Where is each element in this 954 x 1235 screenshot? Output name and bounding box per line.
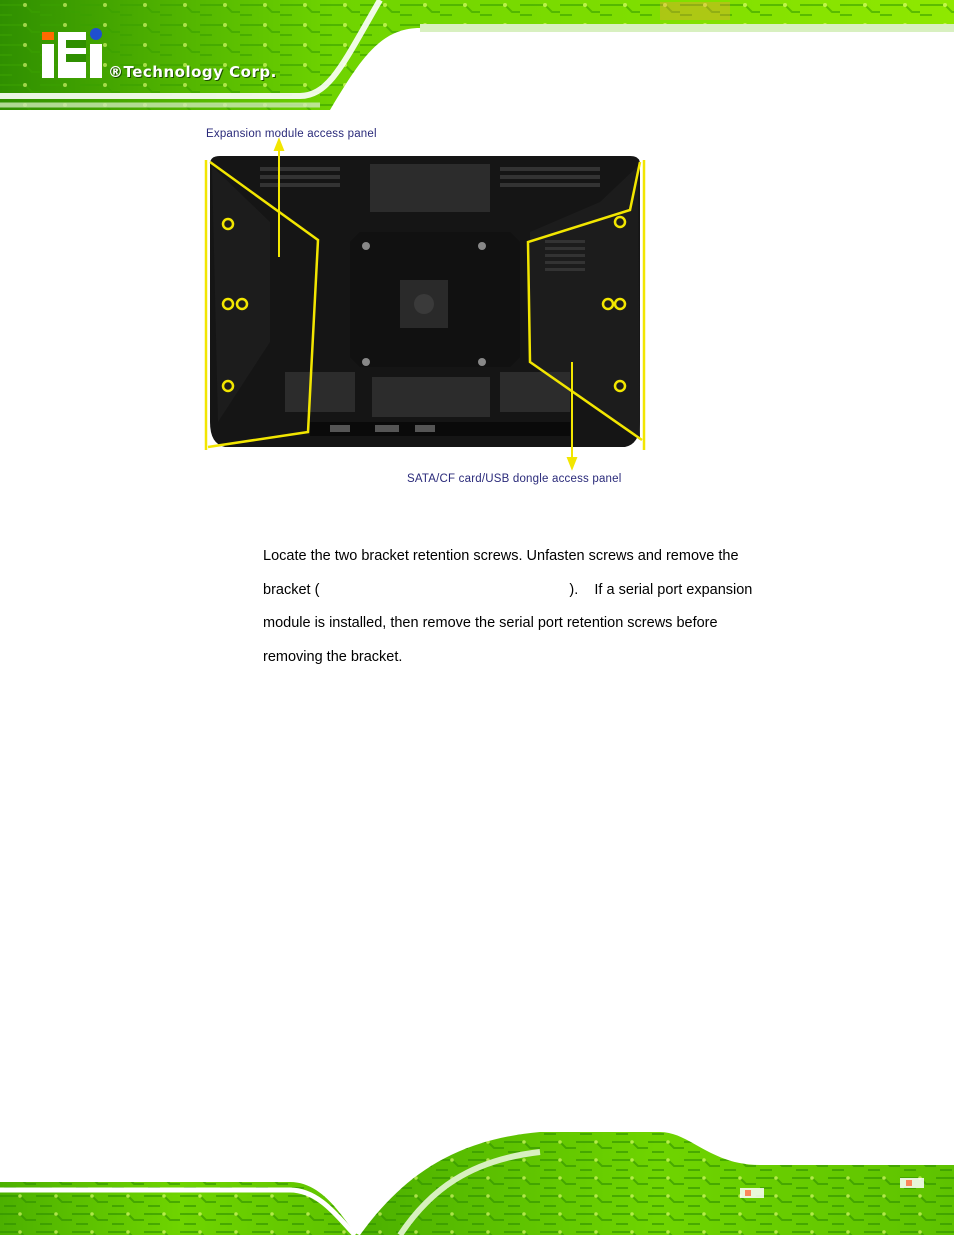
instruction-line-1: Locate the two bracket retention screws. Unfasten screws and remove the [263,548,739,564]
instruction-line-4: removing the bracket. [263,648,403,665]
instruction-line-3: module is installed, then remove the serial port retention screws before [263,615,718,631]
company-name: ®Technology Corp. [108,63,277,81]
footer-circuit-banner [0,1120,954,1235]
instruction-line-2b: ). If a serial port expansion [569,581,753,598]
iei-logo-mark-icon [36,26,116,86]
expansion-module-label: Expansion module access panel [206,128,377,140]
sata-cf-usb-label: SATA/CF card/USB dongle access panel [407,473,622,485]
instruction-paragraph [263,540,803,674]
instruction-line-2a: bracket ( [263,581,320,598]
rear-panel-figure [200,122,660,497]
